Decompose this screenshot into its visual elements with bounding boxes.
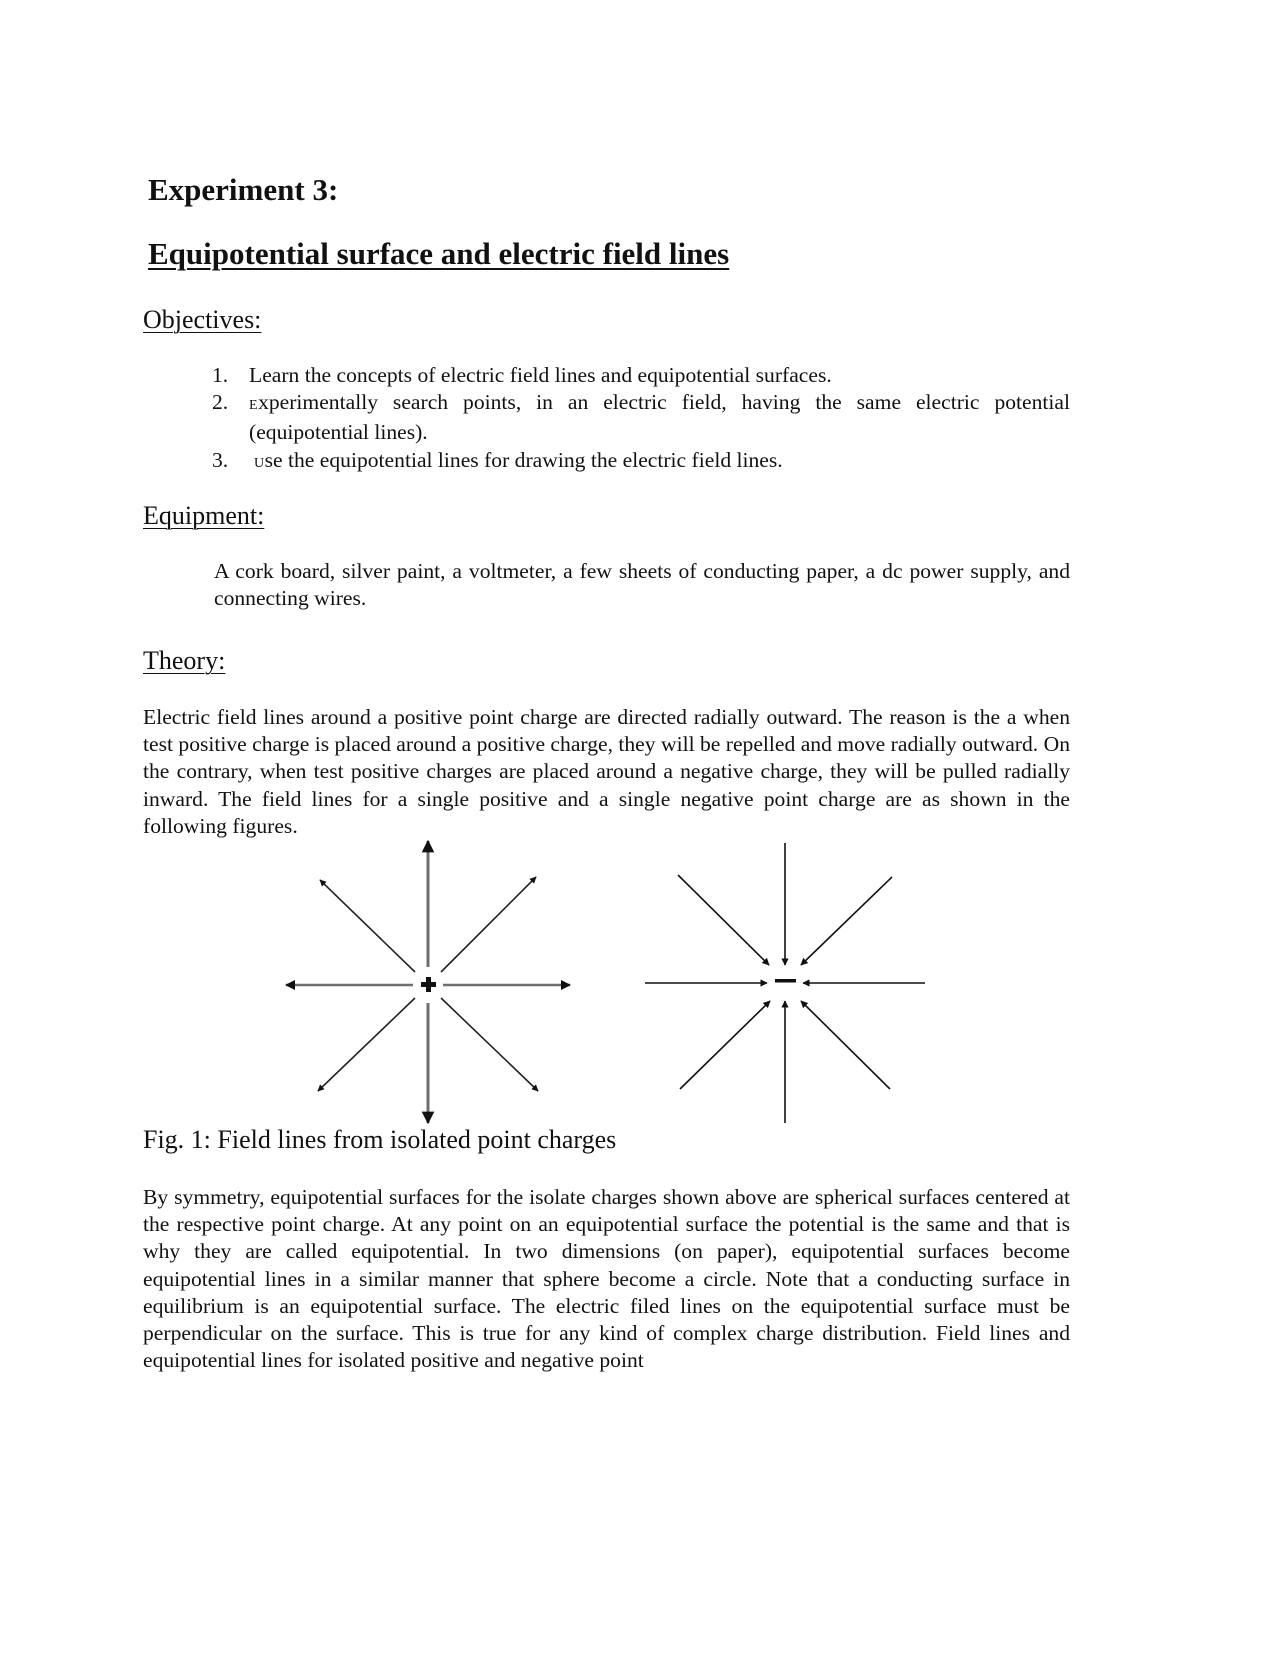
small-caps-lead: E — [249, 398, 259, 414]
list-item-text: Learn the concepts of electric field lines and equipotential surfaces. — [249, 363, 832, 387]
list-text — [249, 447, 1070, 477]
small-caps-lead: U — [254, 455, 265, 471]
list-number: 1. — [212, 363, 229, 387]
negative-charge-field — [645, 843, 925, 1123]
equipment-text: A cork board, silver paint, a voltmeter, a few sheets of conducting paper, a dc power supply, and connecting wires. — [214, 559, 1070, 611]
experiment-title: Experiment 3: — [148, 172, 339, 207]
list-number: 2. — [212, 390, 229, 415]
minus-icon — [775, 979, 796, 983]
list-item — [212, 447, 1070, 477]
list-item — [212, 389, 1070, 446]
theory-paragraph-1: Electric field lines around a positive point charge are directed radially outward. The reason is the a when test positive charge is placed around a positive charge, they will be repelled and move radially outward. On the contrary, when test positive charges are placed around a negative charge, they will be pulled radially inward. The field lines for a single positive and a single negative point charge are as shown in the following figures. — [143, 705, 1070, 838]
page-title: Equipotential surface and electric field lines — [148, 236, 730, 271]
list-item-text: xperimentally search points, in an electric field, having the same electric potential (equipotential lines). — [249, 390, 1070, 445]
plus-icon — [421, 977, 436, 992]
equipment-heading: Equipment: — [143, 501, 265, 530]
list-item — [212, 362, 1070, 389]
list-text — [249, 389, 1070, 446]
objectives-list — [212, 362, 1070, 477]
list-number: 3. — [212, 447, 229, 472]
list-text — [249, 362, 1070, 389]
list-item-text: se the equipotential lines for drawing the electric field lines. — [264, 447, 783, 472]
objectives-heading: Objectives: — [143, 305, 262, 334]
field-lines-figure — [270, 835, 950, 1130]
field-lines-diagram — [270, 835, 950, 1130]
figure-caption: Fig. 1: Field lines from isolated point charges — [143, 1125, 617, 1154]
theory-paragraph-2: By symmetry, equipotential surfaces for the isolate charges shown above are spherical surfaces centered at the respective point charge. At any point on an equipotential surface the potential is the same and that is why they are called equipotential. In two dimensions (on paper), equipotential surfaces become equipotential lines in a similar manner that sphere become a circle. Note that a conducting surface in equilibrium is an equipotential surface. The electric filed lines on the equipotential surface must be perpendicular on the surface. This is true for any kind of complex charge distribution. Field lines and equipotential lines for isolated positive and negative point — [143, 1185, 1070, 1373]
theory-heading: Theory: — [143, 646, 226, 675]
